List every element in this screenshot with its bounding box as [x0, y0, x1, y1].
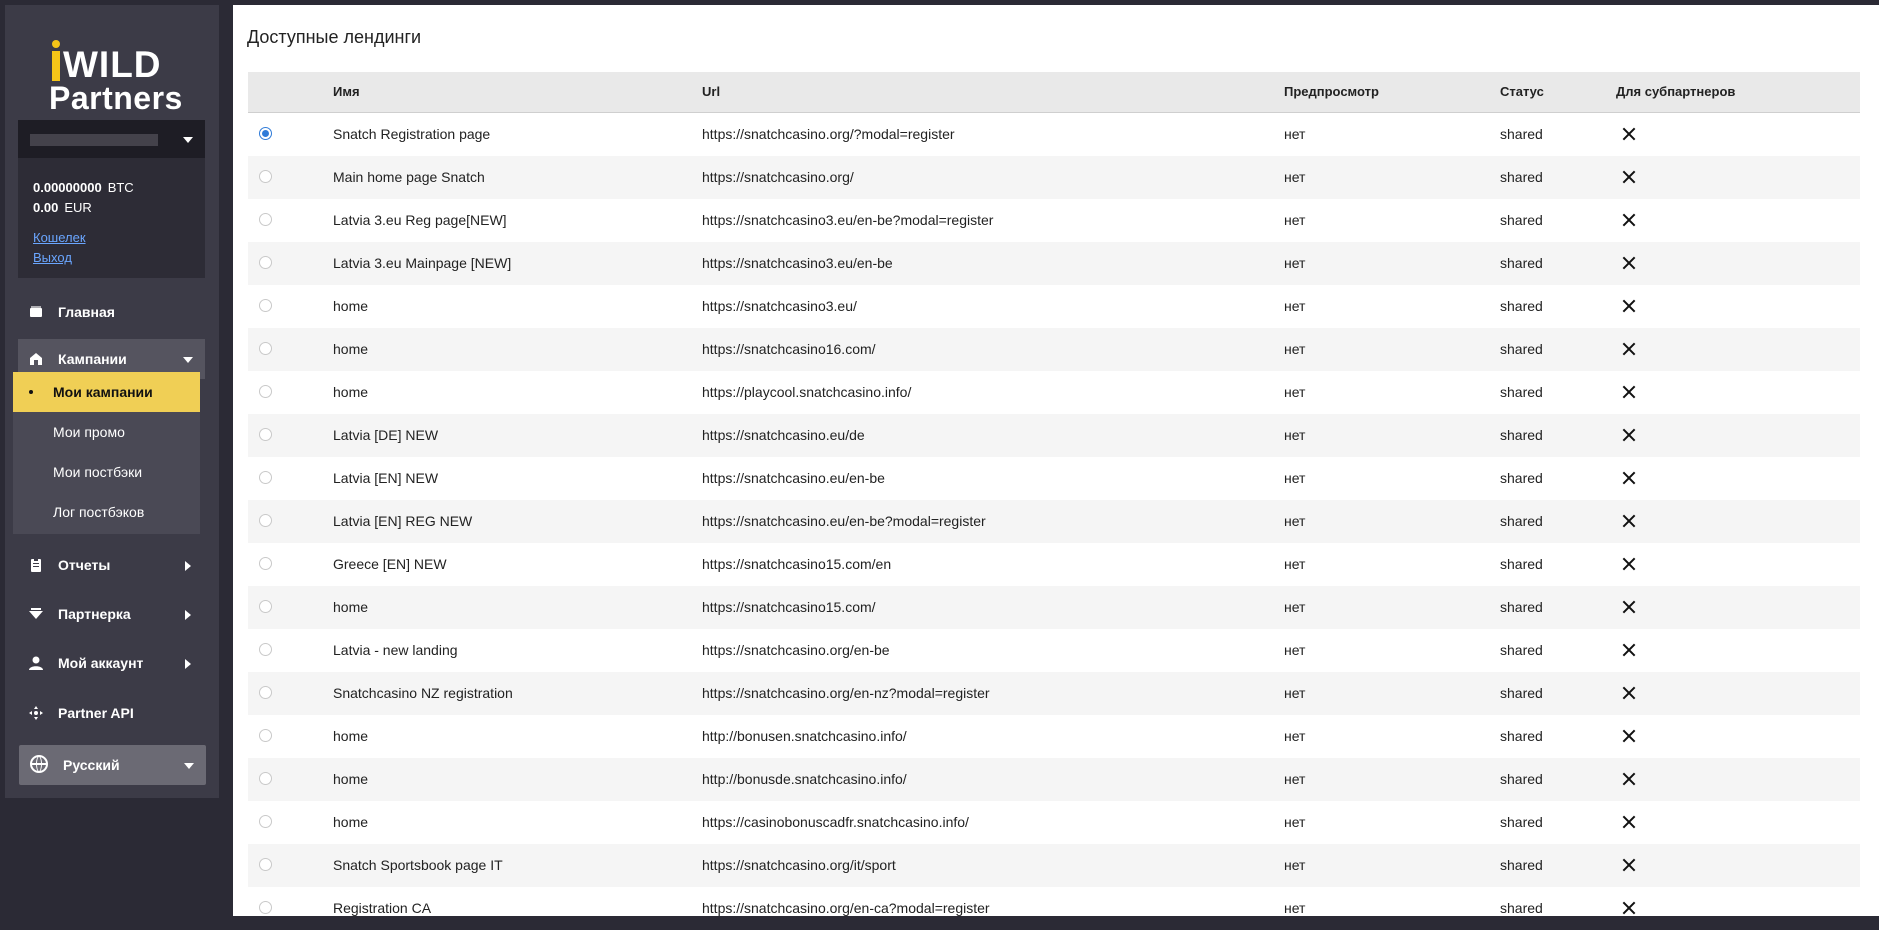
landing-status: shared — [1500, 513, 1543, 529]
close-icon — [1622, 170, 1636, 184]
table-row[interactable] — [248, 801, 1860, 844]
landing-preview: нет — [1284, 126, 1306, 142]
sub-my-postbacks[interactable] — [13, 452, 200, 492]
landing-name: Snatch Registration page — [333, 126, 491, 142]
nav-home[interactable] — [18, 292, 205, 332]
landing-preview: нет — [1284, 384, 1306, 400]
landing-preview: нет — [1284, 642, 1306, 658]
landing-status: shared — [1500, 685, 1543, 701]
landing-name: Latvia - new landing — [333, 642, 458, 658]
landing-url: https://snatchcasino.org/it/sport — [702, 857, 896, 873]
landing-name: Greece [EN] NEW — [333, 556, 447, 572]
nav-home-label: Главная — [58, 304, 115, 320]
table-row[interactable] — [248, 629, 1860, 672]
landing-radio[interactable] — [259, 729, 272, 742]
eur-currency: EUR — [64, 200, 92, 215]
landing-status: shared — [1500, 857, 1543, 873]
diamond-icon — [28, 606, 44, 622]
landing-radio[interactable] — [259, 299, 272, 312]
landing-status: shared — [1500, 169, 1543, 185]
landing-radio[interactable] — [259, 342, 272, 355]
landing-status: shared — [1500, 642, 1543, 658]
table-row[interactable] — [248, 457, 1860, 500]
landing-status: shared — [1500, 126, 1543, 142]
landing-name: home — [333, 814, 369, 830]
page-title: Доступные лендинги — [247, 27, 422, 47]
landing-radio[interactable] — [259, 256, 272, 269]
landing-preview: нет — [1284, 427, 1306, 443]
landing-status: shared — [1500, 556, 1543, 572]
close-icon — [1622, 299, 1636, 313]
close-icon — [1622, 385, 1636, 399]
close-icon — [1622, 686, 1636, 700]
nav-my-account[interactable] — [18, 643, 205, 683]
chevron-right-icon — [185, 659, 191, 669]
table-row[interactable] — [248, 328, 1860, 371]
eur-balance — [33, 200, 92, 215]
chevron-right-icon — [185, 610, 191, 620]
nav-reports-label: Отчеты — [58, 557, 111, 573]
landing-preview: нет — [1284, 599, 1306, 615]
landing-url: https://snatchcasino16.com/ — [702, 341, 876, 357]
landing-preview: нет — [1284, 685, 1306, 701]
account-name-masked — [30, 134, 158, 146]
wallet-panel — [18, 120, 205, 278]
landing-url: https://snatchcasino.org/en-nz?modal=register — [702, 685, 990, 701]
close-icon — [1622, 643, 1636, 657]
landing-preview: нет — [1284, 513, 1306, 529]
landing-name: home — [333, 599, 369, 615]
header-status: Статус — [1500, 84, 1544, 99]
landing-url: https://snatchcasino3.eu/ — [702, 298, 857, 314]
landing-name: Snatch Sportsbook page IT — [333, 857, 503, 873]
landing-preview: нет — [1284, 169, 1306, 185]
landing-name: Latvia [EN] NEW — [333, 470, 439, 486]
landing-url: https://snatchcasino.eu/de — [702, 427, 865, 443]
table-row[interactable] — [248, 199, 1860, 242]
logout-link[interactable]: Выход — [33, 250, 72, 265]
wallet-link[interactable]: Кошелек — [33, 230, 86, 245]
sub-postback-log-label: Лог постбэков — [53, 504, 145, 520]
nav-campaigns-label: Кампании — [58, 351, 127, 367]
close-icon — [1622, 815, 1636, 829]
table-row[interactable] — [248, 371, 1860, 414]
header-subpartners: Для субпартнеров — [1616, 84, 1736, 99]
close-icon — [1622, 557, 1636, 571]
landing-status: shared — [1500, 341, 1543, 357]
sub-my-campaigns[interactable] — [13, 372, 200, 412]
landing-radio[interactable] — [259, 213, 272, 226]
landing-url: https://snatchcasino3.eu/en-be?modal=register — [702, 212, 994, 228]
landing-preview: нет — [1284, 298, 1306, 314]
landing-status: shared — [1500, 728, 1543, 744]
table-row[interactable] — [248, 586, 1860, 629]
landing-url: https://snatchcasino.org/ — [702, 169, 854, 185]
clipboard-icon — [28, 557, 44, 573]
landing-preview: нет — [1284, 857, 1306, 873]
landing-url: https://snatchcasino15.com/ — [702, 599, 876, 615]
table-row[interactable] — [248, 715, 1860, 758]
logo-partners: Partners — [49, 80, 183, 116]
landing-name: home — [333, 298, 369, 314]
landing-name: home — [333, 384, 369, 400]
account-select[interactable] — [18, 120, 205, 158]
landing-url: https://snatchcasino.org/en-be — [702, 642, 890, 658]
header-name: Имя — [333, 84, 360, 99]
table-row[interactable] — [248, 672, 1860, 715]
chevron-down-icon — [183, 357, 193, 363]
landing-status: shared — [1500, 814, 1543, 830]
table-row[interactable] — [248, 887, 1860, 930]
sub-my-campaigns-label: Мои кампании — [53, 384, 153, 400]
landing-name: home — [333, 341, 369, 357]
landing-preview: нет — [1284, 900, 1306, 916]
landing-name: Latvia [DE] NEW — [333, 427, 439, 443]
landing-url: https://playcool.snatchcasino.info/ — [702, 384, 912, 400]
landing-preview: нет — [1284, 728, 1306, 744]
landing-name: Latvia 3.eu Reg page[NEW] — [333, 212, 507, 228]
landing-status: shared — [1500, 470, 1543, 486]
landing-preview: нет — [1284, 814, 1306, 830]
table-row[interactable] — [248, 414, 1860, 457]
landing-radio[interactable] — [259, 772, 272, 785]
chevron-down-icon — [183, 137, 193, 143]
landing-name: Registration CA — [333, 900, 432, 916]
table-row[interactable] — [248, 156, 1860, 199]
table-row[interactable] — [248, 844, 1860, 887]
landing-radio[interactable] — [259, 514, 272, 527]
landing-radio[interactable] — [259, 686, 272, 699]
landing-status: shared — [1500, 255, 1543, 271]
landing-status: shared — [1500, 599, 1543, 615]
logo-i-bar — [52, 51, 60, 81]
landing-status: shared — [1500, 212, 1543, 228]
landing-radio[interactable] — [259, 600, 272, 613]
eur-amount: 0.00 — [33, 200, 59, 215]
close-icon — [1622, 127, 1636, 141]
close-icon — [1622, 428, 1636, 442]
landing-status: shared — [1500, 900, 1543, 916]
landing-radio[interactable] — [259, 643, 272, 656]
landing-url: http://bonusen.snatchcasino.info/ — [702, 728, 907, 744]
landing-preview: нет — [1284, 341, 1306, 357]
landing-status: shared — [1500, 427, 1543, 443]
table-row[interactable] — [248, 113, 1860, 156]
nav-my-account-label: Мой аккаунт — [58, 655, 144, 671]
bullet-icon — [29, 390, 33, 394]
language-select[interactable] — [19, 745, 206, 785]
landing-radio[interactable] — [259, 471, 272, 484]
landing-radio[interactable] — [259, 815, 272, 828]
close-icon — [1622, 901, 1636, 915]
close-icon — [1622, 256, 1636, 270]
table-row[interactable] — [248, 543, 1860, 586]
logo-wild: WILD — [63, 44, 162, 85]
chevron-right-icon — [185, 561, 191, 571]
globe-icon — [30, 755, 48, 773]
landing-name: Snatchcasino NZ registration — [333, 685, 513, 701]
landing-url: https://snatchcasino.eu/en-be — [702, 470, 885, 486]
header-url: Url — [702, 84, 721, 99]
close-icon — [1622, 858, 1636, 872]
sub-my-postbacks-label: Мои постбэки — [53, 464, 143, 480]
btc-balance — [33, 180, 134, 195]
nav-reports[interactable] — [18, 545, 205, 585]
landing-status: shared — [1500, 298, 1543, 314]
landing-name: Main home page Snatch — [333, 169, 485, 185]
header-preview: Предпросмотр — [1284, 84, 1379, 99]
main-content — [233, 5, 1879, 916]
landing-url: http://bonusde.snatchcasino.info/ — [702, 771, 907, 787]
landing-status: shared — [1500, 771, 1543, 787]
landing-url: https://snatchcasino.org/en-ca?modal=register — [702, 900, 990, 916]
table-header — [248, 72, 1860, 113]
landing-name: home — [333, 728, 369, 744]
user-icon — [28, 655, 44, 671]
table-row[interactable] — [248, 285, 1860, 328]
landing-radio[interactable] — [259, 127, 272, 140]
landing-preview: нет — [1284, 771, 1306, 787]
landing-preview: нет — [1284, 556, 1306, 572]
landing-preview: нет — [1284, 255, 1306, 271]
sub-my-promo-label: Мои промо — [53, 424, 125, 440]
close-icon — [1622, 772, 1636, 786]
close-icon — [1622, 729, 1636, 743]
landing-radio[interactable] — [259, 557, 272, 570]
nav-partner-api[interactable] — [18, 693, 205, 733]
btc-currency: BTC — [107, 180, 134, 195]
api-icon — [28, 705, 44, 721]
landing-url: https://snatchcasino.org/?modal=register — [702, 126, 955, 142]
landing-name: Latvia [EN] REG NEW — [333, 513, 473, 529]
table-row[interactable] — [248, 758, 1860, 801]
landing-url: https://casinobonuscadfr.snatchcasino.info/ — [702, 814, 969, 830]
landing-preview: нет — [1284, 212, 1306, 228]
table-row[interactable] — [248, 500, 1860, 543]
close-icon — [1622, 213, 1636, 227]
close-icon — [1622, 342, 1636, 356]
home-icon — [28, 304, 44, 320]
landing-status: shared — [1500, 384, 1543, 400]
landing-radio[interactable] — [259, 170, 272, 183]
table-row[interactable] — [248, 242, 1860, 285]
nav-partner-api-label: Partner API — [58, 705, 134, 721]
campaigns-icon — [28, 351, 44, 367]
landing-radio[interactable] — [259, 901, 272, 914]
campaigns-submenu — [13, 372, 200, 534]
landing-radio[interactable] — [259, 428, 272, 441]
landing-preview: нет — [1284, 470, 1306, 486]
landing-name: home — [333, 771, 369, 787]
sub-my-promo[interactable] — [13, 412, 200, 452]
language-label: Русский — [63, 757, 120, 773]
landing-url: https://snatchcasino15.com/en — [702, 556, 892, 572]
logo — [45, 35, 185, 115]
nav-affiliate[interactable] — [18, 594, 205, 634]
logo-i-dot — [52, 40, 60, 48]
close-icon — [1622, 600, 1636, 614]
btc-amount: 0.00000000 — [33, 180, 102, 195]
landing-url: https://snatchcasino3.eu/en-be — [702, 255, 893, 271]
nav-affiliate-label: Партнерка — [58, 606, 131, 622]
sub-postback-log[interactable] — [13, 492, 200, 532]
landing-radio[interactable] — [259, 385, 272, 398]
landing-name: Latvia 3.eu Mainpage [NEW] — [333, 255, 512, 271]
landing-url: https://snatchcasino.eu/en-be?modal=register — [702, 513, 986, 529]
close-icon — [1622, 514, 1636, 528]
close-icon — [1622, 471, 1636, 485]
landing-radio[interactable] — [259, 858, 272, 871]
chevron-down-icon — [184, 763, 194, 769]
